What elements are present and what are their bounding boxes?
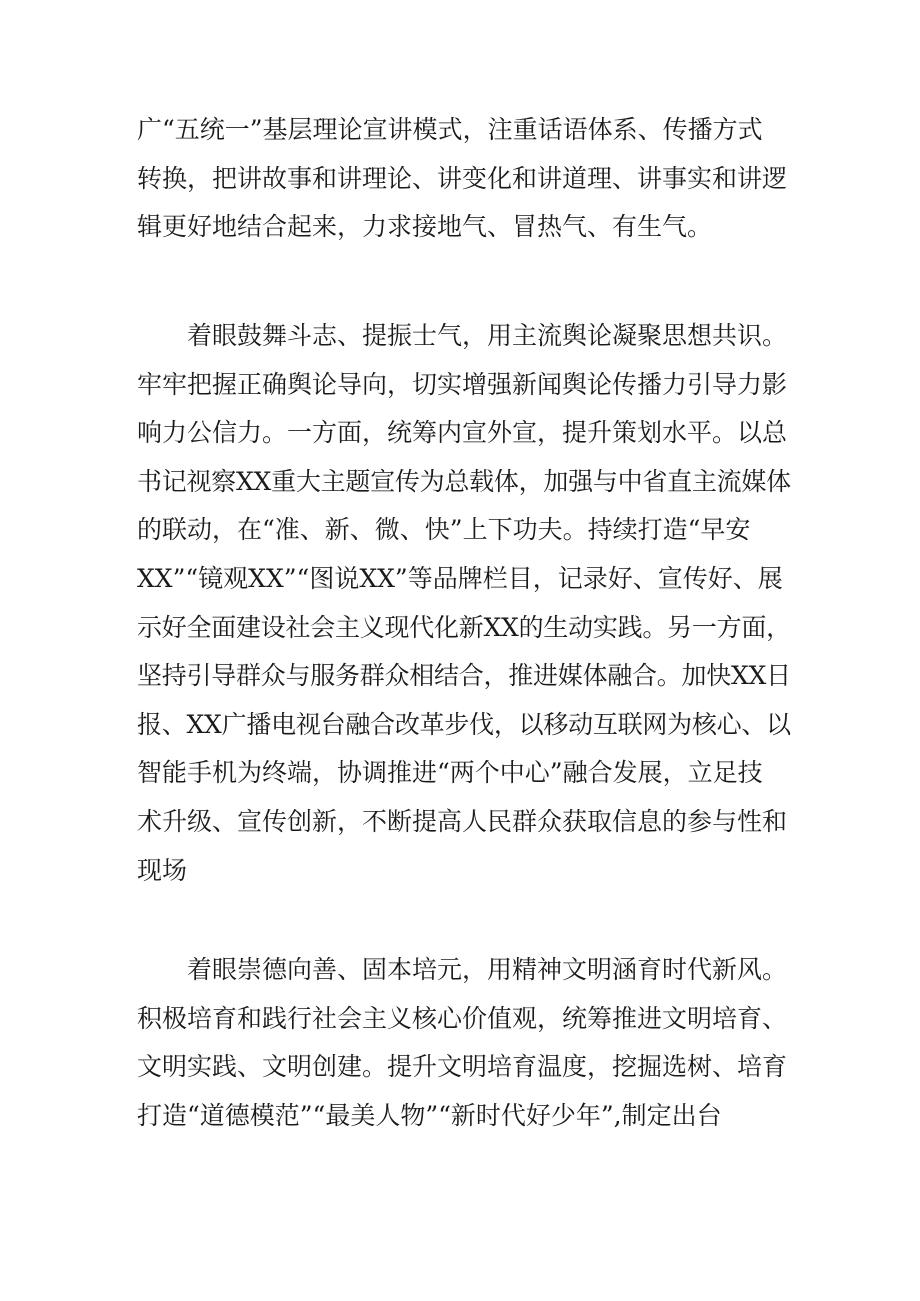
paragraph-line: 着眼鼓舞斗志、提振士气，用主流舆论凝聚思想共识。: [187, 321, 788, 350]
paragraph-line: XX”“镜观XX”“图说XX”等品牌栏目，记录好、宣传好、展: [137, 563, 783, 593]
paragraph-line: 文明实践、文明创建。提升文明培育温度，挖掘选树、培育: [137, 1052, 788, 1082]
paragraph-line: 书记视察XX重大主题宣传为总载体，加强与中省直主流媒体: [137, 466, 791, 496]
paragraph-line: 着眼崇德向善、固本培元，用精神文明涵育时代新风。: [187, 955, 788, 984]
paragraph-line: 报、XX广播电视台融合改革步伐，以移动互联网为核心、以: [137, 709, 791, 739]
paragraph-1: [137, 106, 793, 252]
paragraph-2: [137, 312, 793, 895]
paragraph-line: 辑更好地结合起来，力求接地气、冒热气、有生气。: [137, 212, 713, 242]
paragraph-line: 转换，把讲故事和讲理论、讲变化和讲道理、讲事实和讲逻: [137, 163, 788, 193]
paragraph-line: 现场: [137, 855, 188, 885]
paragraph-line: 积极培育和践行社会主义核心价值观，统筹推进文明培育、: [137, 1003, 788, 1033]
paragraph-line: 打造“道德模范”“最美人物”“新时代好少年”,制定出台: [137, 1100, 722, 1130]
paragraph-line: 响力公信力。一方面，统筹内宣外宣，提升策划水平。以总: [137, 418, 788, 448]
paragraph-3: [137, 946, 793, 1140]
paragraph-line: 示好全面建设社会主义现代化新XX的生动实践。另一方面，: [137, 612, 791, 642]
paragraph-line: 坚持引导群众与服务群众相结合，推进媒体融合。加快XX日: [137, 661, 791, 691]
paragraph-line: 的联动，在“准、新、微、快”上下功夫。持续打造“早安: [137, 515, 751, 545]
paragraph-line: 智能手机为终端，协调推进“两个中心”融合发展，立足技: [137, 758, 763, 788]
paragraph-line: 术升级、宣传创新，不断提高人民群众获取信息的参与性和: [137, 806, 788, 836]
paragraph-line: 广“五统一”基层理论宣讲模式，注重话语体系、传播方式: [137, 115, 763, 144]
paragraph-line: 牢牢把握正确舆论导向，切实增强新闻舆论传播力引导力影: [137, 369, 788, 399]
